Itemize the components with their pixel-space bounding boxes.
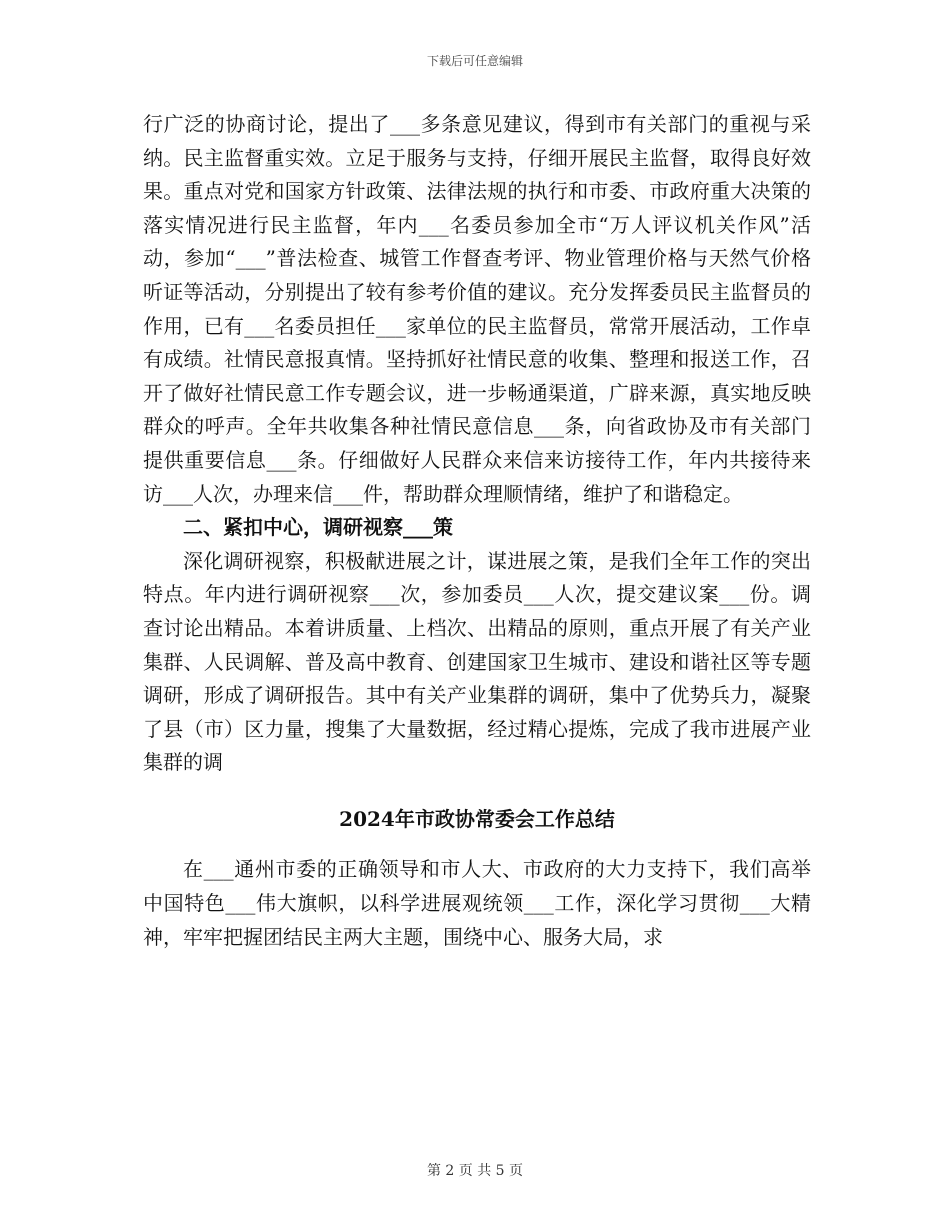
body-paragraph-2: 深化调研视察，积极献进展之计，谋进展之策，是我们全年工作的突出特点。年内进行调研视察___次，参加委员___人次，提交建议案___份。调查讨论出精品。本着讲质量、上档次、出精品的原则，重点开展了有关产业集群、人民调解、普及高中教育、创建国家卫生城市、建设和谐社区等专题调研，形成了调研报告。其中有关产业集群的调研，集中了优势兵力，凝聚了县（市）区力量，搜集了大量数据，经过精心提炼，完成了我市进展产业集群的调 bbox=[143, 548, 811, 775]
body-paragraph-3: 在___通州市委的正确领导和市人大、市政府的大力支持下，我们高举中国特色___伟大旗帜，以科学进展观统领___工作，深化学习贯彻___大精神，牢牢把握团结民主两大主题，围绕中心、服务大局，求 bbox=[143, 857, 811, 949]
document-body bbox=[143, 108, 811, 954]
page-number: 第 2 页 共 5 页 bbox=[426, 1163, 524, 1179]
document-title: 2024年市政协常委会工作总结 bbox=[339, 806, 615, 831]
body-paragraph-1: 行广泛的协商讨论，提出了___多条意见建议，得到市有关部门的重视与采纳。民主监督重实效。立足于服务与支持，仔细开展民主监督，取得良好效果。重点对党和国家方针政策、法律法规的执行和市委、市政府重大决策的落实情况进行民主监督，年内___名委员参加全市“万人评议机关作风”活动，参加“___”普法检查、城管工作督查考评、物业管理价格与天然气价格听证等活动，分别提出了较有参考价值的建议。充分发挥委员民主监督员的作用，已有___名委员担任___家单位的民主监督员，常常开展活动，工作卓有成绩。社情民意报真情。坚持抓好社情民意的收集、整理和报送工作，召开了做好社情民意工作专题会议，进一步畅通渠道，广辟来源，真实地反映群众的呼声。全年共收集各种社情民意信息___条，向省政协及市有关部门提供重要信息___条。仔细做好人民群众来信来访接待工作，年内共接待来访___人次，办理来信___件，帮助群众理顺情绪，维护了和谐稳定。 bbox=[143, 112, 811, 506]
section-heading: 二、紧扣中心，调研视察___策 bbox=[183, 515, 453, 540]
page-header-note: 下载后可任意编辑 bbox=[426, 54, 523, 68]
